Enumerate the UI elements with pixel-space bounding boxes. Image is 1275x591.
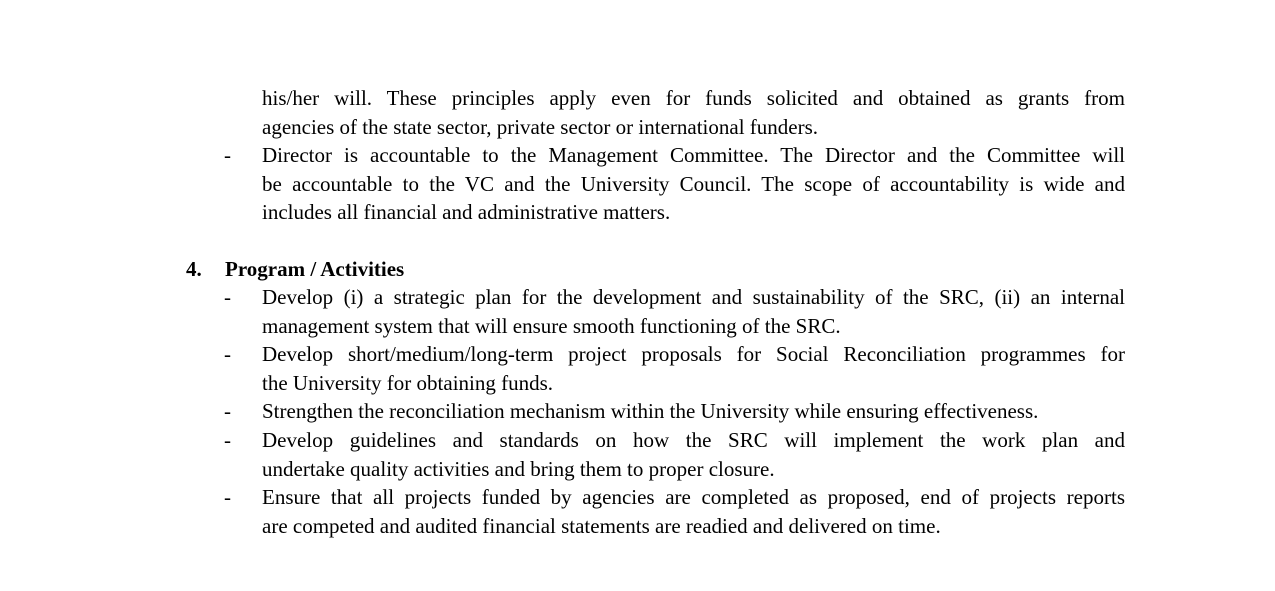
text-line: Develop guidelines and standards on how the SRC will implement the work plan and xyxy=(262,428,1125,452)
bullet-marker: - xyxy=(224,485,231,509)
bullet-marker: - xyxy=(224,342,231,366)
activity-item xyxy=(262,340,1125,397)
text-line: undertake quality activities and bring them to proper closure. xyxy=(262,456,775,481)
bullet-marker: - xyxy=(224,399,231,423)
text-line: Develop (i) a strategic plan for the development and sustainability of the SRC, (ii) an internal xyxy=(262,285,1125,309)
text-line: Develop short/medium/long-term project proposals for Social Reconciliation programmes for xyxy=(262,342,1125,366)
activity-item xyxy=(262,397,1125,426)
continuation-paragraph xyxy=(262,84,1125,141)
text-line: be accountable to the VC and the University Council. The scope of accountability is wide and xyxy=(262,171,1125,196)
text-line: are competed and audited financial statements are readied and delivered on time. xyxy=(262,513,941,538)
bullet-marker: - xyxy=(224,428,231,452)
bullet-marker: - xyxy=(224,285,231,309)
accountability-item xyxy=(262,141,1125,227)
text-line: Director is accountable to the Management Committee. The Director and the Committee will xyxy=(262,143,1125,167)
text-line: Strengthen the reconciliation mechanism within the University while ensuring effectiveness. xyxy=(262,399,1039,423)
text-line: agencies of the state sector, private sector or international funders. xyxy=(262,114,819,139)
activity-item xyxy=(262,426,1125,483)
section-title: Program / Activities xyxy=(225,257,405,281)
text-line: includes all financial and administrative matters. xyxy=(262,200,671,224)
section-number: 4. xyxy=(186,257,202,281)
text-line: Ensure that all projects funded by agencies are completed as proposed, end of projects reports xyxy=(262,485,1125,509)
text-line: the University for obtaining funds. xyxy=(262,370,554,395)
text-line: his/her will. These principles apply even for funds solicited and obtained as grants from xyxy=(262,86,1125,110)
activity-item xyxy=(262,483,1125,540)
activity-item xyxy=(262,283,1125,340)
bullet-marker: - xyxy=(224,143,231,167)
text-line: management system that will ensure smooth functioning of the SRC. xyxy=(262,313,841,338)
